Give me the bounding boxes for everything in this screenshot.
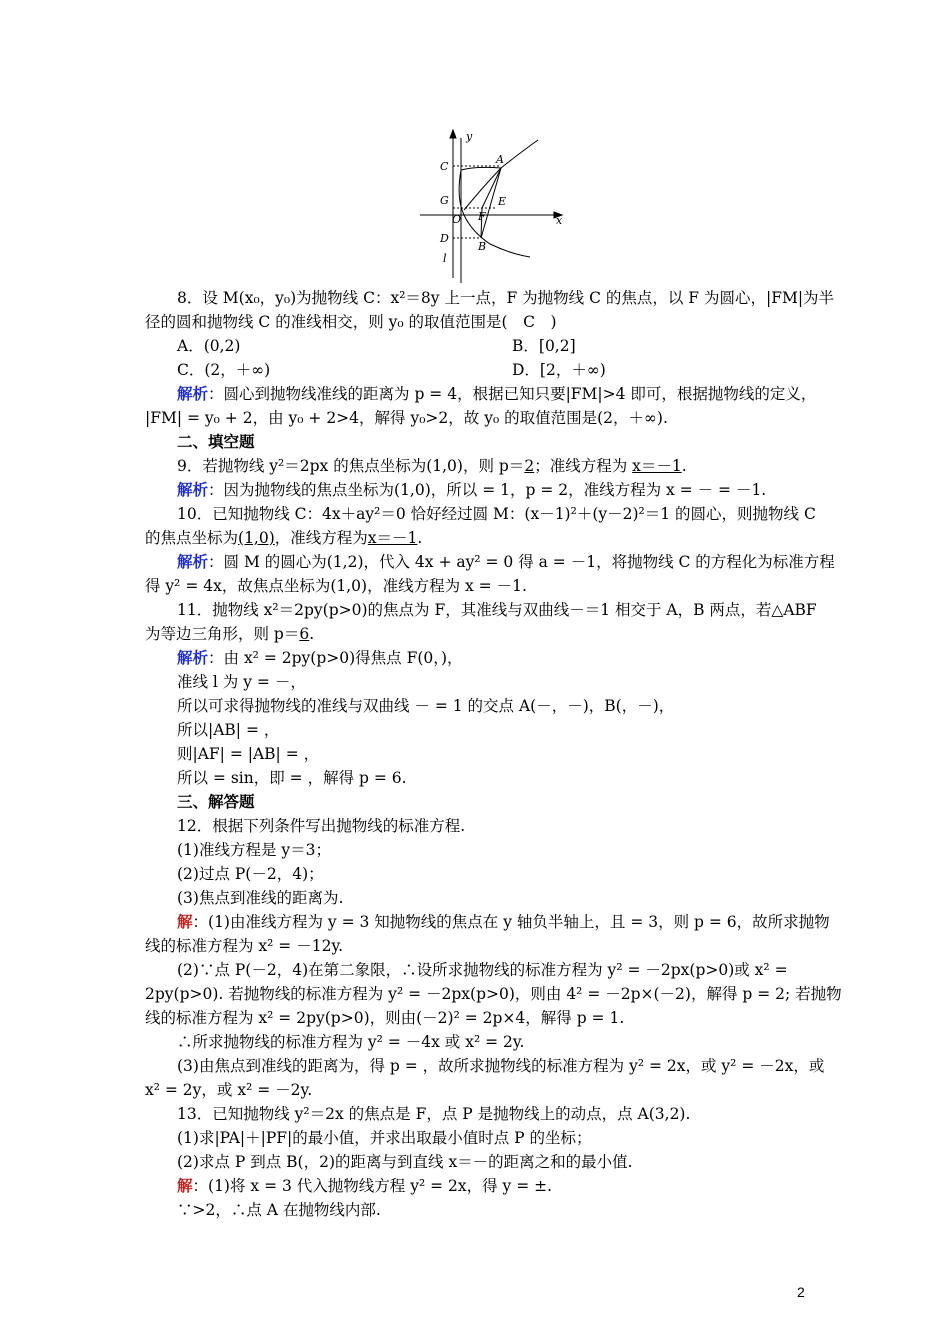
q9-answer-p: 2 <box>524 457 535 475</box>
q9-solution-text: ：因为抛物线的焦点坐标为(1,0)，所以 = 1，p = 2，准线方程为 x = － = －1. <box>208 481 767 499</box>
q12-solution-line6: ∴所求抛物线的标准方程为 y² = －4x 或 x² = 2y. <box>177 1033 525 1051</box>
q12-condition2: (2)过点 P(－2，4)； <box>177 865 324 883</box>
q13-solution-label: 解 <box>177 1176 193 1195</box>
fig-label-d: D <box>440 232 449 245</box>
q11-solution-line1 <box>177 648 463 668</box>
q12-condition1: (1)准线方程是 y＝3； <box>177 841 332 859</box>
q9-solution-label: 解析 <box>177 480 209 499</box>
q12-solution-line1 <box>177 912 830 932</box>
q10-solution-label: 解析 <box>177 552 209 571</box>
fig-label-x: x <box>556 214 563 227</box>
fig-label-e: E <box>498 195 507 208</box>
q8-option-d: D．[2，＋∞) <box>512 361 606 379</box>
q8-line2: 径的圆和抛物线 C 的准线相交，则 y₀ 的取值范围是( C ) <box>145 313 557 331</box>
q8-solution-line1 <box>177 384 816 404</box>
q12-solution-line4: 2py(p>0). 若抛物线的标准方程为 y² = －2px(p>0)，则由 4² = －2p×(－2)，解得 p = 2; 若抛物 <box>145 985 842 1003</box>
q11-line2 <box>145 624 807 644</box>
q12-solution-line2: 线的标准方程为 x² = －12y. <box>145 937 344 955</box>
q10-solution-line2: 得 y² = 4x，故焦点坐标为(1,0)，准线方程为 x = －1. <box>145 577 527 595</box>
q11-solution-text1: ：由 x² = 2py(p>0)得焦点 F(0，)， <box>208 649 463 667</box>
q13-condition2: (2)求点 P 到点 B(，2)的距离与到直线 x＝－的距离之和的最小值. <box>177 1153 633 1171</box>
q8-solution-text1: ：圆心到抛物线准线的距离为 p = 4，根据已知只要|FM|>4 即可，根据抛物线的定义， <box>208 385 817 403</box>
section-solutions-heading: 三、解答题 <box>177 792 255 811</box>
fig-label-o: O <box>452 213 462 226</box>
q10-line1: 10．已知抛物线 C：4x＋ay²＝0 恰好经过圆 M：(x－1)²＋(y－2)²＝1 的圆心，则抛物线 C <box>177 505 816 523</box>
q12-solution-line8: x² = 2y，或 x² = －2y. <box>145 1081 313 1099</box>
q9-solution <box>177 480 766 500</box>
q11-solution-line5: 则|AF| = |AB| = ， <box>177 745 320 763</box>
q10-solution-text1: ：圆 M 的圆心为(1,2)，代入 4x + ay² = 0 得 a = －1，将抛物线 C 的方程化为标准方程 <box>208 553 835 571</box>
q11-answer: 6 <box>299 625 310 643</box>
q10-line2 <box>145 528 807 548</box>
q13-condition1: (1)求|PA|＋|PF|的最小值，并求出取最小值时点 P 的坐标； <box>177 1129 592 1147</box>
q9-answer-directrix: x＝－1 <box>632 457 682 475</box>
q11-solution-line3: 所以可求得抛物线的准线与双曲线 － = 1 的交点 A(－，－)，B(，－)， <box>177 697 675 715</box>
q13-solution-line1 <box>177 1176 552 1196</box>
q8-option-a: A．(0,2) <box>177 337 241 355</box>
fig-label-f: F <box>478 210 486 223</box>
q11-solution-line2: 准线 l 为 y = －， <box>177 673 306 691</box>
fig-label-c: C <box>440 160 449 173</box>
q9-text-pre: 9．若抛物线 y²＝2px 的焦点坐标为(1,0)，则 p＝ <box>177 457 525 475</box>
q12-solution-line5: 线的标准方程为 x² = 2py(p>0)，则由(－2)² = 2p×4，解得 p = 1. <box>145 1009 625 1027</box>
q9-text-end: . <box>681 457 687 475</box>
fig-label-l: l <box>443 252 447 265</box>
q11-solution-label: 解析 <box>177 648 209 667</box>
q9-text-mid: ；准线方程为 <box>534 457 633 475</box>
q10-answer-directrix: x＝－1 <box>367 529 418 547</box>
q12-solution-text1: ：(1)由准线方程为 y = 3 知抛物线的焦点在 y 轴负半轴上，且 = 3，则 p = 6，故所求抛物 <box>192 913 830 931</box>
q8-line1: 8．设 M(x₀，y₀)为抛物线 C：x²＝8y 上一点，F 为抛物线 C 的焦点，以 F 为圆心，|FM|为半 <box>177 289 835 307</box>
fig-label-g: G <box>440 194 449 207</box>
q8-option-b: B．[0,2] <box>512 337 576 355</box>
q11-solution-line4: 所以|AB| = ， <box>177 721 280 739</box>
q10-solution-line1 <box>177 552 835 572</box>
q10-text-mid: ，准线方程为 <box>274 529 368 547</box>
q11-solution-line6: 所以 = sin，即 = ，解得 p = 6. <box>177 769 407 787</box>
q10-text-end: . <box>417 529 423 547</box>
fig-label-a: A <box>496 153 504 166</box>
q11-line1: 11．抛物线 x²＝2py(p>0)的焦点为 F，其准线与双曲线－＝1 相交于 A，B 两点，若△ABF <box>177 601 817 619</box>
q13-solution-text1: ：(1)将 x = 3 代入抛物线方程 y² = 2x，得 y = ±. <box>192 1177 553 1195</box>
q9-line <box>177 456 687 476</box>
fig-label-y: y <box>466 130 473 143</box>
q12-condition3: (3)焦点到准线的距离为. <box>177 889 344 907</box>
q10-answer-focus: (1,0) <box>238 529 275 547</box>
parabola-figure <box>416 128 566 286</box>
q12-solution-line3: (2)∵点 P(－2，4)在第二象限，∴设所求抛物线的标准方程为 y² = －2px(p>0)或 x² = <box>177 961 788 979</box>
q12-solution-label: 解 <box>177 912 193 931</box>
q8-solution-label: 解析 <box>177 384 209 403</box>
page-number: 2 <box>797 1284 805 1300</box>
fig-label-b: B <box>478 240 487 253</box>
q8-solution-line2: |FM| = y₀ + 2，由 y₀ + 2>4，解得 y₀>2，故 y₀ 的取值范围是(2，＋∞). <box>145 409 668 427</box>
q11-text-pre: 为等边三角形，则 p＝ <box>145 625 300 643</box>
q13-line1: 13．已知抛物线 y²＝2x 的焦点是 F，点 P 是抛物线上的动点，点 A(3,2). <box>177 1105 691 1123</box>
q10-text-pre: 的焦点坐标为 <box>145 529 239 547</box>
q11-text-end: . <box>309 625 315 643</box>
q12-line1: 12．根据下列条件写出抛物线的标准方程. <box>177 817 466 835</box>
q8-option-c: C．(2，＋∞) <box>177 361 271 379</box>
q12-solution-line7: (3)由焦点到准线的距离为，得 p = ，故所求抛物线的标准方程为 y² = 2x，或 y² = －2x，或 <box>177 1057 825 1075</box>
q13-solution-line2: ∵>2，∴点 A 在抛物线内部. <box>177 1201 381 1219</box>
section-fill-in-heading: 二、填空题 <box>177 432 255 451</box>
